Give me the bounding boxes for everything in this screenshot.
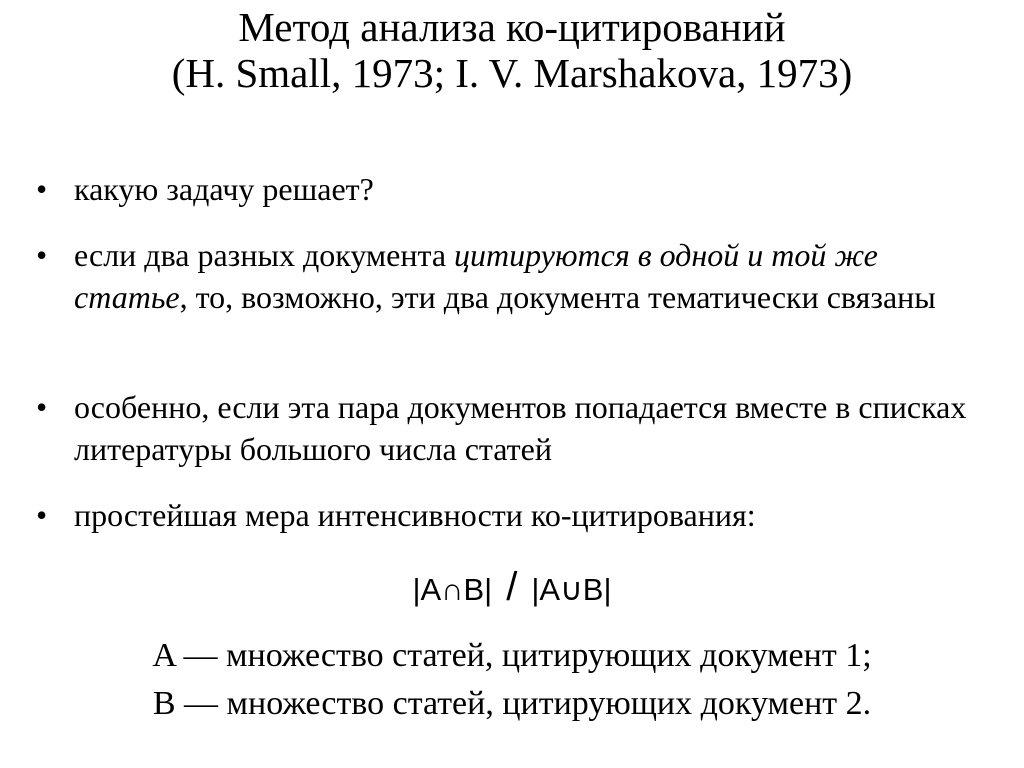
bullet-text-start: если два разных документа	[74, 237, 455, 273]
bullet-text	[74, 234, 994, 318]
title-line-1: Метод анализа ко-цитирований	[238, 4, 786, 50]
bullet-marker: •	[36, 237, 48, 273]
formula-union: |A∪B|	[531, 572, 612, 607]
bullet-emphasis: цитируются в одной и той же статье	[74, 237, 878, 315]
formula-divide: /	[506, 565, 518, 609]
definition-b: B — множество статей, цитирующих документ 2.	[152, 685, 872, 722]
bullet-marker: •	[36, 497, 48, 533]
formula-intersection: |A∩B|	[412, 572, 493, 607]
slide-title	[0, 4, 1024, 96]
cocitation-formula	[0, 562, 1024, 615]
bullet-marker: •	[36, 389, 48, 425]
definition-a: A — множество статей, цитирующих документ 1;	[152, 637, 872, 674]
bullet-text: какую задачу решает?	[74, 171, 374, 207]
bullet-text: простейшая мера интенсивности ко-цитирования:	[74, 497, 756, 533]
set-definitions	[0, 632, 1024, 728]
bullet-text: особенно, если эта пара документов попадается вместе в списках литературы большого числа статей	[74, 389, 967, 467]
title-line-2: (H. Small, 1973; I. V. Marshakova, 1973)	[171, 50, 853, 96]
bullet-marker: •	[36, 171, 48, 207]
bullet-text-end: , то, возможно, эти два документа тематически связаны	[179, 279, 936, 315]
